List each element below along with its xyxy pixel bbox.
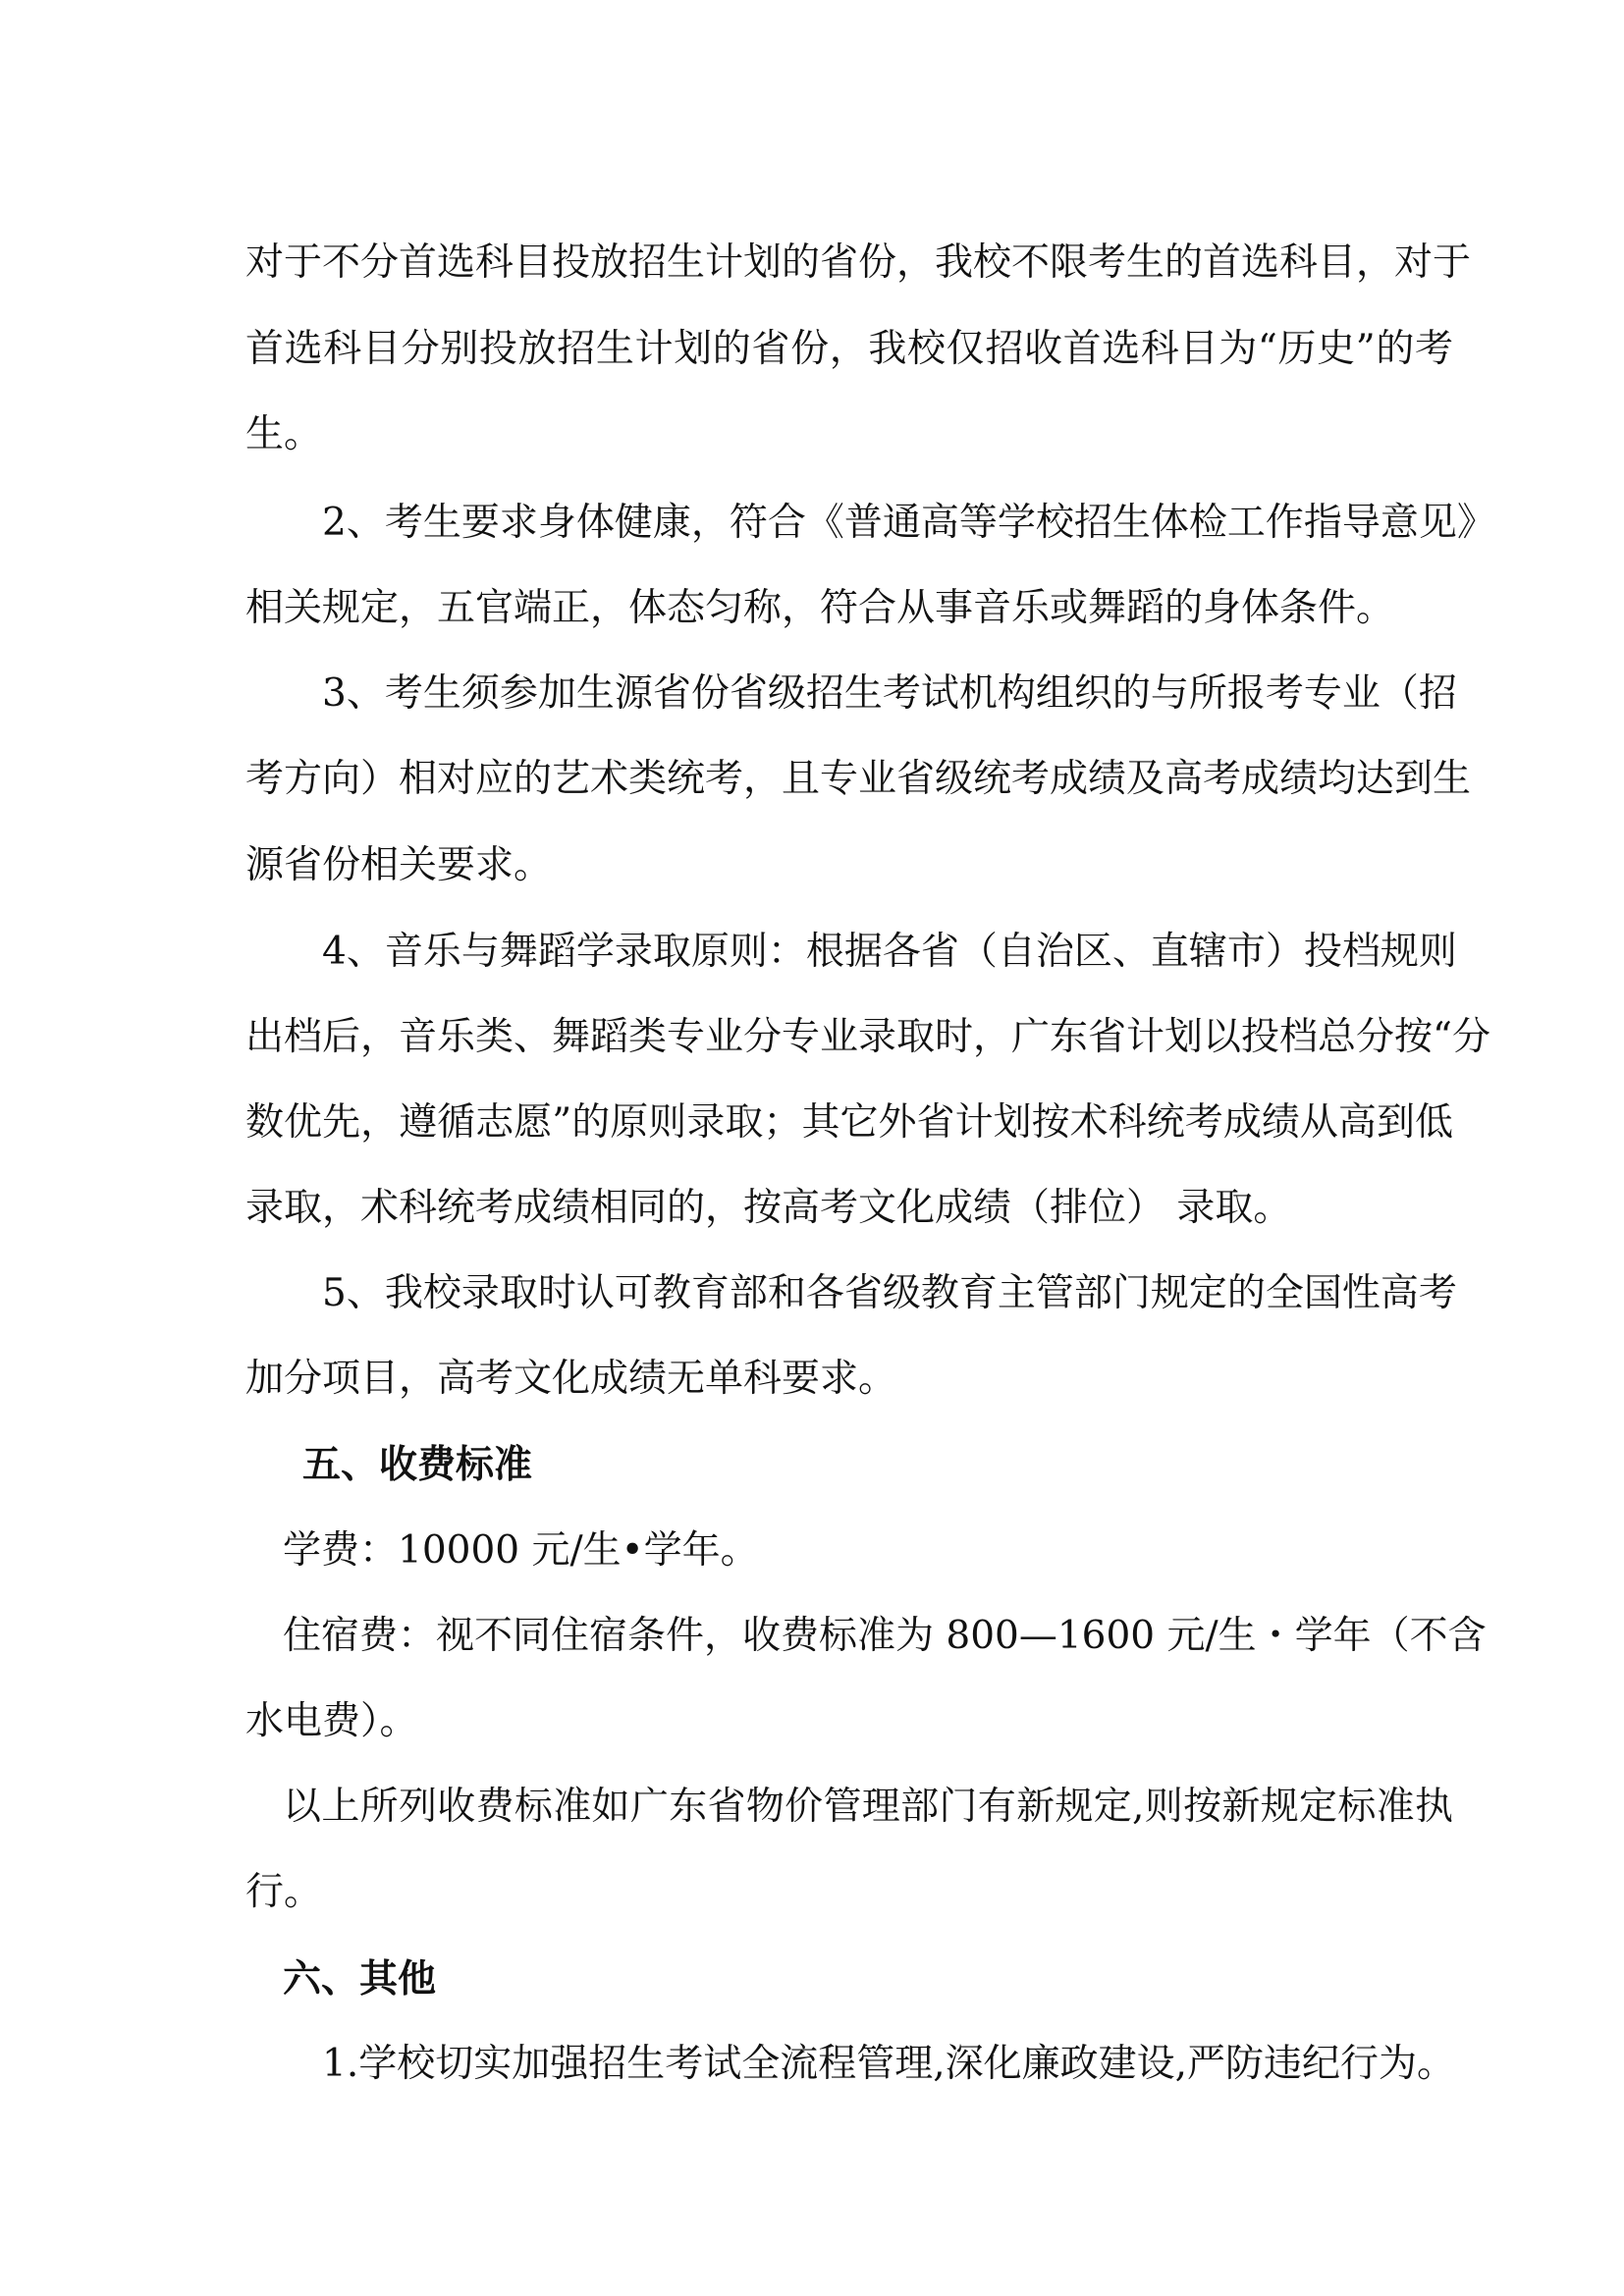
- paragraph-3-line-2: 考方向）相对应的艺术类统考，且专业省级统考成绩及高考成绩均达到生: [245, 757, 1472, 801]
- paragraph-1-line-2: 首选科目分别投放招生计划的省份，我校仅招收首选科目为“历史”的考: [245, 327, 1453, 371]
- fee-note-line-2: 行。: [245, 1870, 323, 1914]
- accommodation-fee-line-2: 水电费）。: [245, 1699, 418, 1743]
- paragraph-3-line-3: 源省份相关要求。: [245, 843, 553, 887]
- paragraph-5-line-1: 5、我校录取时认可教育部和各省级教育主管部门规定的全国性高考: [322, 1271, 1457, 1315]
- paragraph-4-line-2: 出档后，音乐类、舞蹈类专业分专业录取时，广东省计划以投档总分按“分: [245, 1015, 1490, 1059]
- paragraph-2-line-1: 2、考生要求身体健康，符合《普通高等学校招生体检工作指导意见》: [322, 501, 1495, 545]
- paragraph-4-line-1: 4、音乐与舞蹈学录取原则：根据各省（自治区、直辖市）投档规则: [322, 930, 1457, 974]
- paragraph-5-line-2: 加分项目，高考文化成绩无单科要求。: [245, 1357, 897, 1401]
- section-5-heading: 五、收费标准: [302, 1442, 533, 1487]
- paragraph-4-line-4: 录取，术科统考成绩相同的，按高考文化成绩（排位） 录取。: [245, 1186, 1292, 1230]
- tuition-fee: 学费：10000 元/生•学年。: [283, 1528, 759, 1573]
- paragraph-3-line-1: 3、考生须参加生源省份省级招生考试机构组织的与所报考专业（招: [322, 671, 1457, 716]
- paragraph-2-line-2: 相关规定，五官端正，体态匀称，符合从事音乐或舞蹈的身体条件。: [245, 586, 1395, 630]
- paragraph-1-line-1: 对于不分首选科目投放招生计划的省份，我校不限考生的首选科目，对于: [245, 240, 1472, 285]
- other-item-1: 1.学校切实加强招生考试全流程管理,深化廉政建设,严防违纪行为。: [322, 2042, 1456, 2086]
- paragraph-4-line-3: 数优先，遵循志愿”的原则录取；其它外省计划按术科统考成绩从高到低: [245, 1100, 1453, 1145]
- accommodation-fee-line-1: 住宿费：视不同住宿条件，收费标准为 800—1600 元/生・学年（不含: [283, 1614, 1487, 1658]
- paragraph-1-line-3: 生。: [245, 412, 323, 456]
- section-6-heading: 六、其他: [283, 1956, 437, 2002]
- fee-note-line-1: 以上所列收费标准如广东省物价管理部门有新规定,则按新规定标准执: [283, 1785, 1453, 1829]
